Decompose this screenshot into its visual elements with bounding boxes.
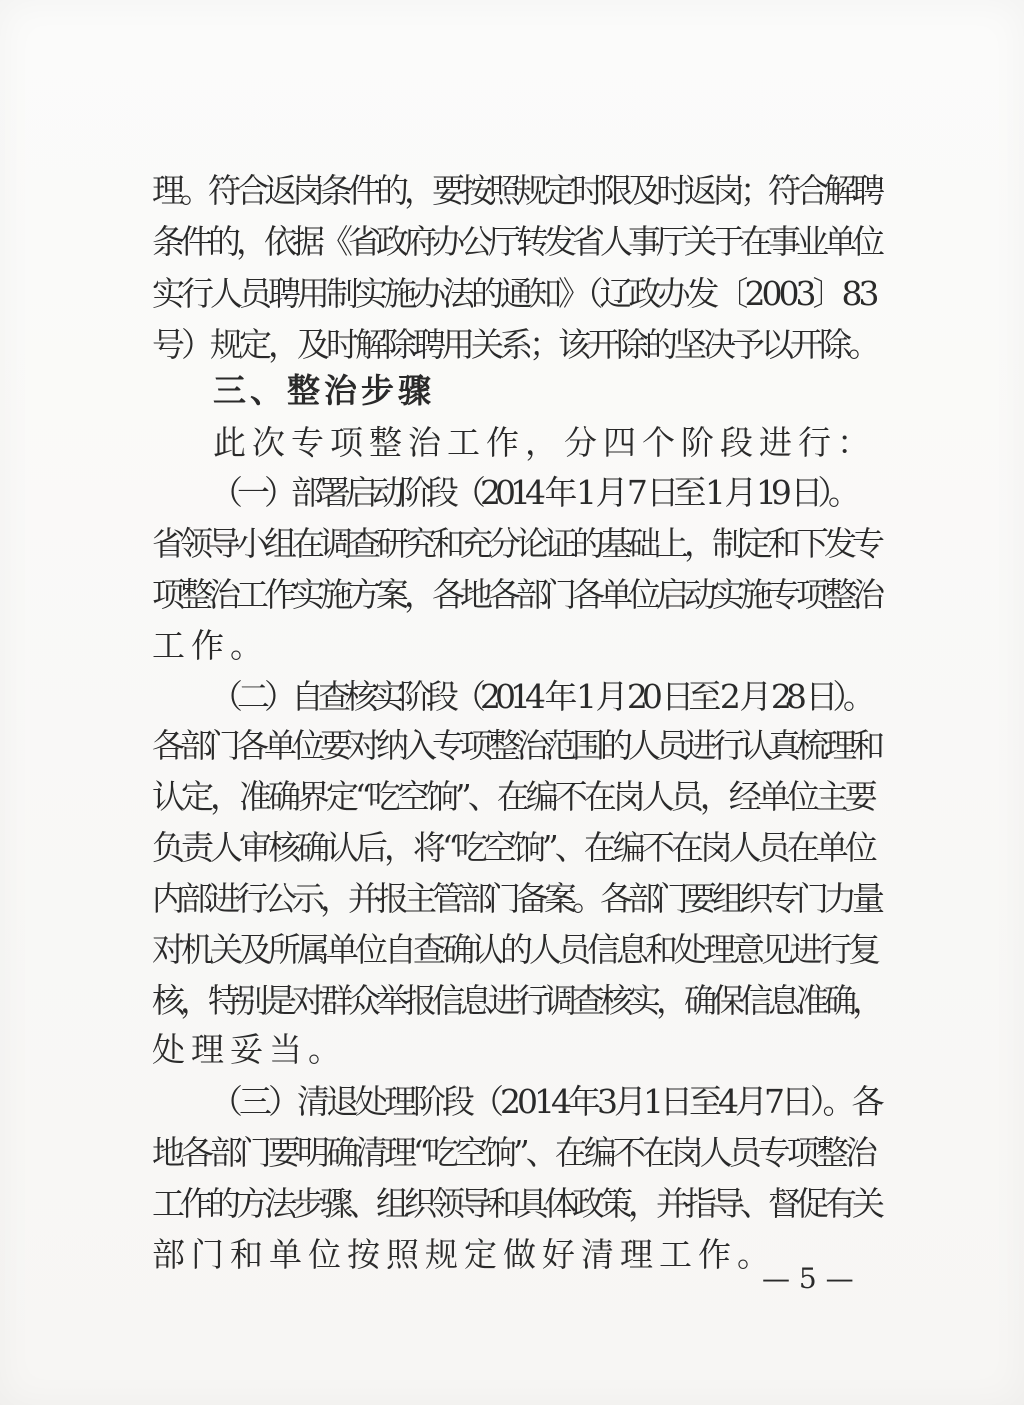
body-line: 内部进行公示，并报主管部门备案。各部门要组织专门力量 bbox=[152, 879, 880, 918]
body-line: 地各部门要明确清理“吃空饷”、在编不在岗人员专项整治 bbox=[152, 1133, 874, 1172]
body-line: 条件的，依据《省政府办公厅转发省人事厅关于在事业单位 bbox=[152, 222, 880, 261]
body-line: 处理妥当。 bbox=[152, 1030, 347, 1069]
body-line: 项整治工作实施方案，各地各部门各单位启动实施专项整治 bbox=[152, 575, 880, 614]
body-line: 各部门各单位要对纳入专项整治范围的人员进行认真梳理和 bbox=[152, 726, 880, 765]
body-line: 实行人员聘用制实施办法的通知》（辽政办发〔2003〕83 bbox=[152, 274, 876, 313]
body-line: （三）清退处理阶段（2014年3月1日至4月7日）。各 bbox=[210, 1082, 881, 1121]
body-line: 对机关及所属单位自查确认的人员信息和处理意见进行复 bbox=[152, 930, 877, 969]
body-line: 号）规定，及时解除聘用关系；该开除的坚决予以开除。 bbox=[152, 325, 877, 364]
body-line: 认定，准确界定“吃空饷”、在编不在岗人员，经单位主要 bbox=[152, 777, 874, 816]
body-line: （一）部署启动阶段（2014 年 1 月 7 日至 1 月 19 日）。 bbox=[210, 473, 855, 512]
body-line: 此次专项整治工作，分四个阶段进行： bbox=[213, 423, 876, 462]
section-heading: 三、整治步骤 bbox=[213, 371, 435, 410]
body-line: 省领导小组在调查研究和充分论证的基础上，制定和下发专 bbox=[152, 524, 880, 563]
body-line: 理。符合返岗条件的，要按照规定时限及时返岗；符合解聘 bbox=[152, 171, 880, 210]
body-line: （二）自查核实阶段（2014 年 1 月 20 日至 2 月 28 日）。 bbox=[210, 677, 870, 716]
body-line: 工作的方法步骤、组织领导和具体政策，并指导、督促有关 bbox=[152, 1184, 880, 1223]
body-line: 负责人审核确认后，将“吃空饷”、在编不在岗人员在单位 bbox=[152, 828, 874, 867]
page-number: — 5 — bbox=[762, 1262, 854, 1295]
body-line: 工作。 bbox=[152, 626, 269, 665]
body-line: 部门和单位按照规定做好清理工作。 bbox=[152, 1235, 776, 1274]
body-line: 核，特别是对群众举报信息进行调查核实，确保信息准确， bbox=[152, 981, 880, 1020]
